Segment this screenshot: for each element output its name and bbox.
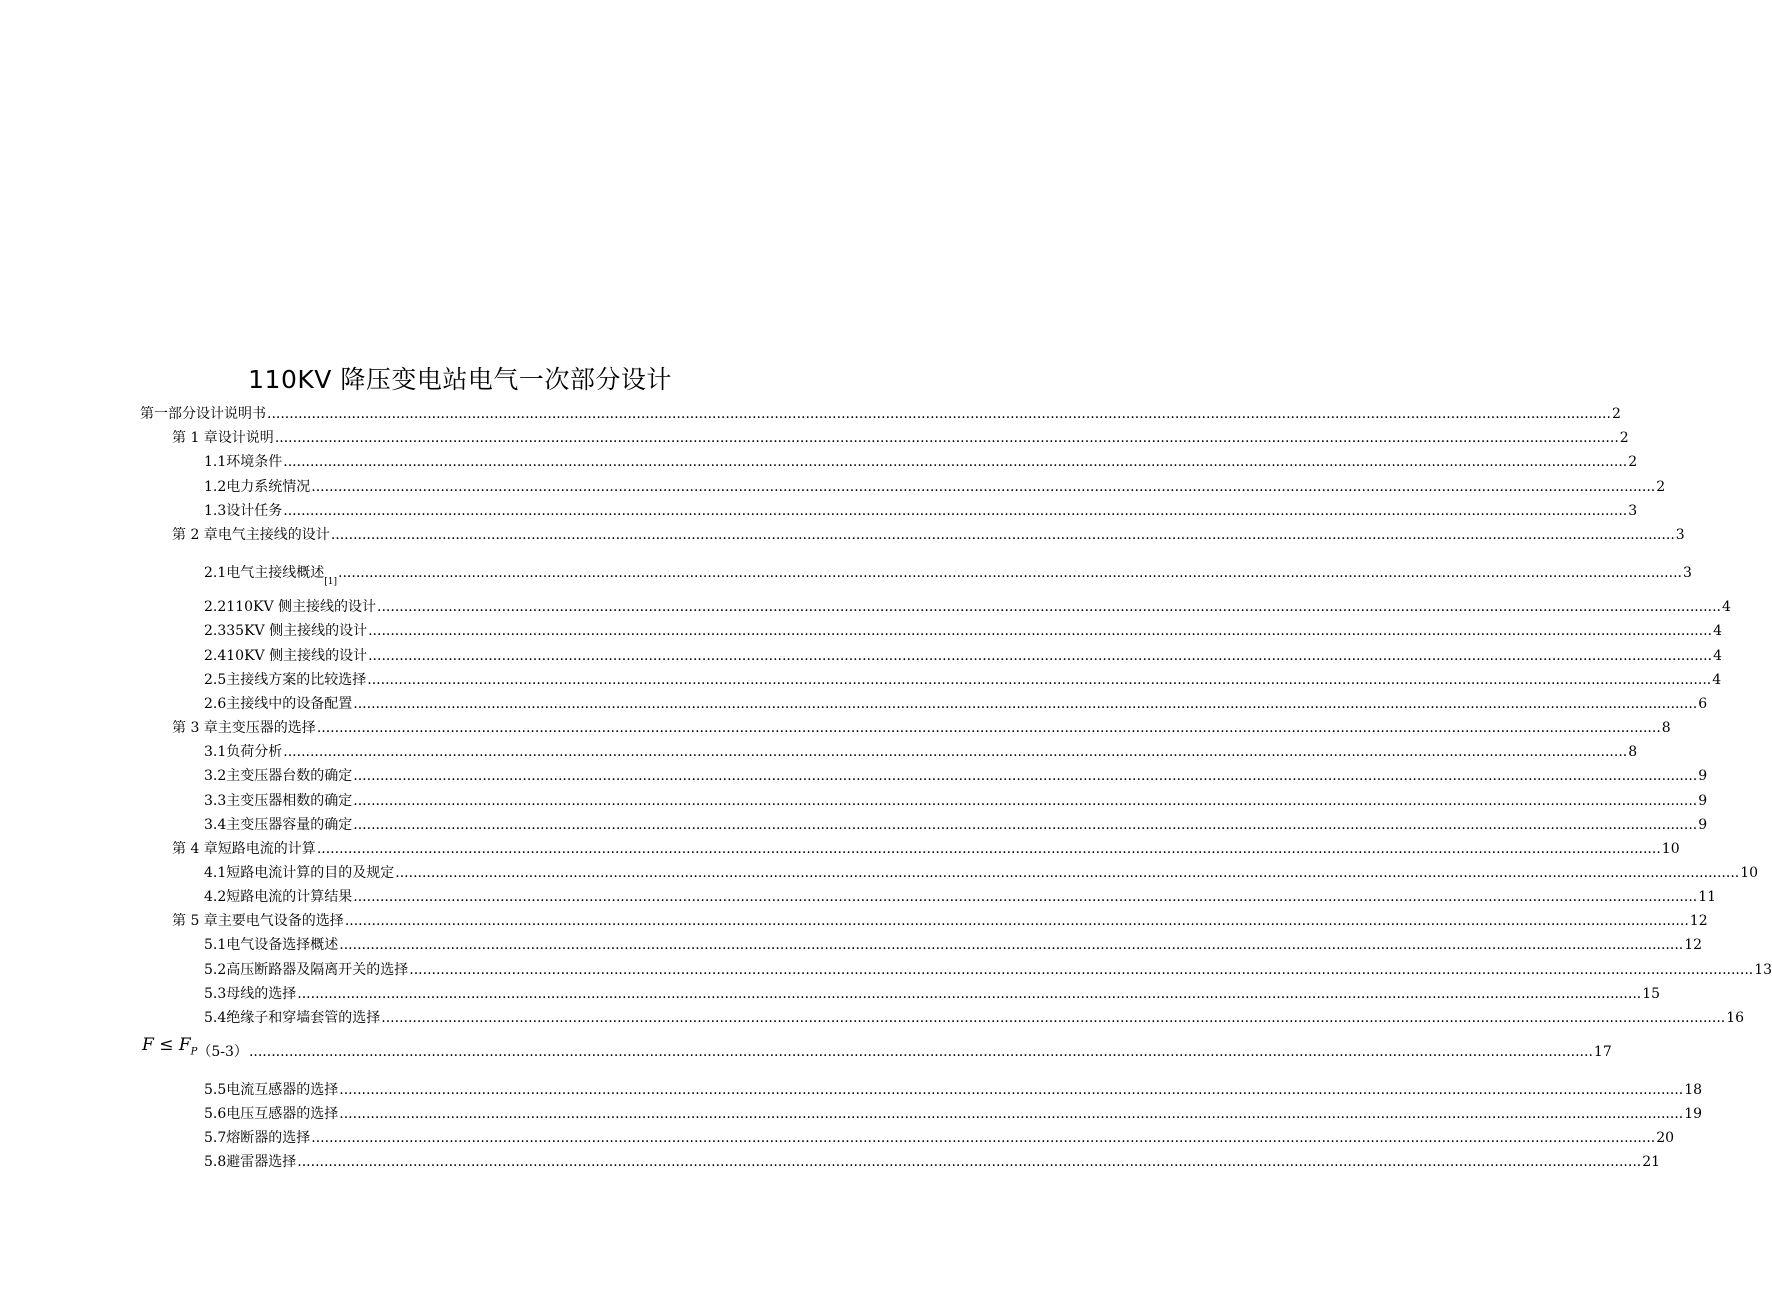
toc-leader: .............................................................................................................................................................................................................................................................................................................. <box>316 720 1661 736</box>
toc-page: 8 <box>1661 720 1671 736</box>
toc-page: 9 <box>1698 793 1708 809</box>
toc-leader: .............................................................................................................................................................................................................................................................................................................. <box>395 865 1740 881</box>
toc-leader: .............................................................................................................................................................................................................................................................................................................. <box>339 937 1684 953</box>
toc-page: 4 <box>1721 599 1731 615</box>
toc-number: 5.7 <box>204 1130 227 1146</box>
toc-page: 4 <box>1712 672 1722 688</box>
toc-text: 主变压器容量的确定 <box>226 817 353 833</box>
toc-text: 电气主接线的设计 <box>217 527 330 543</box>
toc-text: 高压断路器及隔离开关的选择 <box>226 962 409 978</box>
toc-page: 19 <box>1684 1106 1703 1122</box>
toc-leader: .............................................................................................................................................................................................................................................................................................................. <box>330 527 1675 543</box>
toc-number: 第 5 章 <box>172 913 218 929</box>
toc-entry[interactable] <box>172 717 1671 737</box>
toc-leader: .............................................................................................................................................................................................................................................................................................................. <box>368 648 1713 664</box>
toc-page: 15 <box>1642 986 1661 1002</box>
toc-text: 电气设备选择概述 <box>226 937 339 953</box>
toc-leader: .............................................................................................................................................................................................................................................................................................................. <box>297 986 1642 1002</box>
toc-leader: .............................................................................................................................................................................................................................................................................................................. <box>311 1130 1656 1146</box>
toc-entry[interactable] <box>204 862 1759 882</box>
toc-leader: .............................................................................................................................................................................................................................................................................................................. <box>353 793 1698 809</box>
toc-entry[interactable] <box>204 1007 1745 1027</box>
toc-entry[interactable] <box>204 814 1708 834</box>
toc-leader: .............................................................................................................................................................................................................................................................................................................. <box>353 889 1698 905</box>
toc-leader: .............................................................................................................................................................................................................................................................................................................. <box>339 1106 1684 1122</box>
toc-number: 3.3 <box>204 793 227 809</box>
toc-leader: .............................................................................................................................................................................................................................................................................................................. <box>267 406 1611 422</box>
toc-text: 电压互感器的选择 <box>226 1106 339 1122</box>
toc-text: 10KV 侧主接线的设计 <box>226 648 368 664</box>
toc-page: 4 <box>1713 648 1722 664</box>
toc-page: 16 <box>1726 1010 1745 1026</box>
toc-number: 2.6 <box>204 696 227 712</box>
toc-entry[interactable] <box>204 1127 1675 1147</box>
toc-text: 设计任务 <box>226 503 283 519</box>
toc-leader: .............................................................................................................................................................................................................................................................................................................. <box>367 672 1712 688</box>
toc-text: 电力系统情况 <box>226 479 311 495</box>
toc-leader: .............................................................................................................................................................................................................................................................................................................. <box>409 962 1754 978</box>
toc-leader: .............................................................................................................................................................................................................................................................................................................. <box>283 744 1628 760</box>
toc-page: 12 <box>1689 913 1708 929</box>
toc-entry[interactable] <box>204 451 1638 471</box>
toc-entry[interactable] <box>204 741 1638 761</box>
toc-number: 3.1 <box>204 744 227 760</box>
toc-number: 1.3 <box>204 503 227 519</box>
toc-number: 第 3 章 <box>172 720 218 736</box>
toc-entry[interactable] <box>172 910 1708 930</box>
toc-entry[interactable] <box>204 765 1708 785</box>
toc-leader: .............................................................................................................................................................................................................................................................................................................. <box>353 696 1698 712</box>
toc-text: 主要电气设备的选择 <box>217 913 344 929</box>
toc-text: 35KV 侧主接线的设计 <box>226 623 368 639</box>
toc-entry[interactable] <box>204 983 1661 1003</box>
toc-number: 5.3 <box>204 986 227 1002</box>
equation-number: （5-3） <box>197 1044 248 1060</box>
toc-page: 3 <box>1628 503 1638 519</box>
toc-page: 21 <box>1642 1154 1661 1170</box>
toc-page: 10 <box>1661 841 1680 857</box>
toc-text: 主接线中的设备配置 <box>226 696 353 712</box>
toc-number: 5.8 <box>204 1154 227 1170</box>
toc-number: 5.2 <box>204 962 227 978</box>
toc-entry[interactable] <box>204 693 1708 713</box>
toc-number: 4.1 <box>204 865 227 881</box>
toc-number: 第 2 章 <box>172 527 218 543</box>
toc-formula-entry[interactable] <box>142 1034 1612 1062</box>
toc-entry[interactable] <box>204 959 1772 979</box>
toc-number: 2.3 <box>204 623 227 639</box>
toc-page: 17 <box>1593 1044 1612 1060</box>
toc-entry[interactable] <box>172 427 1629 447</box>
toc-page: 2 <box>1619 430 1629 446</box>
toc-text: 绝缘子和穿墙套管的选择 <box>226 1010 381 1026</box>
toc-leader: .............................................................................................................................................................................................................................................................................................................. <box>274 430 1619 446</box>
toc-page: 13 <box>1754 962 1772 978</box>
toc-number: 2.1 <box>204 565 227 581</box>
toc-number: 2.2 <box>204 599 227 615</box>
toc-leader: .............................................................................................................................................................................................................................................................................................................. <box>344 913 1689 929</box>
toc-leader: .............................................................................................................................................................................................................................................................................................................. <box>377 599 1721 615</box>
toc-entry[interactable] <box>204 620 1722 640</box>
toc-number: 4.2 <box>204 889 227 905</box>
toc-entry[interactable] <box>204 1079 1703 1099</box>
toc-text: 短路电流的计算 <box>217 841 316 857</box>
toc-leader: .............................................................................................................................................................................................................................................................................................................. <box>381 1010 1726 1026</box>
toc-page: 4 <box>1713 623 1722 639</box>
toc-text: 电气主接线概述 <box>226 565 325 581</box>
page-title: 110KV 降压变电站电气一次部分设计 <box>248 365 672 394</box>
toc-number: 2.4 <box>204 648 227 664</box>
toc-page: 2 <box>1656 479 1666 495</box>
toc-page: 18 <box>1684 1082 1703 1098</box>
toc-entry[interactable] <box>204 669 1722 689</box>
toc-entry[interactable] <box>140 403 1621 423</box>
toc-number: 第 1 章 <box>172 430 218 446</box>
toc-entry[interactable] <box>204 645 1722 665</box>
toc-text: 熔断器的选择 <box>226 1130 311 1146</box>
toc-leader: .............................................................................................................................................................................................................................................................................................................. <box>316 841 1661 857</box>
toc-page: 3 <box>1675 527 1685 543</box>
toc-text: 主接线方案的比较选择 <box>226 672 367 688</box>
toc-leader: .............................................................................................................................................................................................................................................................................................................. <box>283 503 1628 519</box>
toc-entry[interactable] <box>204 934 1703 954</box>
toc-entry[interactable] <box>172 838 1680 858</box>
toc-leader: .............................................................................................................................................................................................................................................................................................................. <box>353 817 1698 833</box>
toc-leader: .............................................................................................................................................................................................................................................................................................................. <box>339 1082 1684 1098</box>
toc-text: 110KV 侧主接线的设计 <box>226 599 377 615</box>
toc-number: 第一部分 <box>140 406 196 422</box>
toc-leader: .............................................................................................................................................................................................................................................................................................................. <box>338 565 1682 581</box>
toc-entry[interactable] <box>204 790 1708 810</box>
toc-page: 2 <box>1611 406 1621 422</box>
toc-text: 设计说明 <box>217 430 274 446</box>
toc-number: 5.1 <box>204 937 227 953</box>
toc-number: 1.2 <box>204 479 227 495</box>
toc-number: 1.1 <box>204 454 227 470</box>
toc-leader: .............................................................................................................................................................................................................................................................................................................. <box>283 454 1628 470</box>
toc-text: 短路电流的计算结果 <box>226 889 353 905</box>
toc-page: 12 <box>1684 937 1703 953</box>
toc-text: 电流互感器的选择 <box>226 1082 339 1098</box>
toc-entry[interactable] <box>172 524 1685 544</box>
toc-entry[interactable]: 2.1 电气主接线概述 [1] .............................................................................................................................................................................................................................................................................................................. 3 <box>204 565 1692 587</box>
toc-entry[interactable] <box>204 1103 1703 1123</box>
toc-number: 第 4 章 <box>172 841 218 857</box>
toc-page: 6 <box>1698 696 1708 712</box>
toc-text: 主变压器台数的确定 <box>226 768 353 784</box>
toc-entry[interactable] <box>204 596 1731 616</box>
toc-entry[interactable] <box>204 886 1717 906</box>
toc-page: 9 <box>1698 768 1708 784</box>
toc-number: 3.2 <box>204 768 227 784</box>
toc-number: 5.5 <box>204 1082 227 1098</box>
toc-page: 3 <box>1682 565 1692 581</box>
toc-text: 环境条件 <box>226 454 283 470</box>
toc-text: 避雷器选择 <box>226 1154 297 1170</box>
toc-number: 5.6 <box>204 1106 227 1122</box>
toc-text: 主变压器相数的确定 <box>226 793 353 809</box>
toc-text: 短路电流计算的目的及规定 <box>226 865 395 881</box>
toc-page: 20 <box>1656 1130 1675 1146</box>
toc-leader: .............................................................................................................................................................................................................................................................................................................. <box>248 1044 1593 1060</box>
toc-text: 母线的选择 <box>226 986 297 1002</box>
toc-page: 2 <box>1628 454 1638 470</box>
toc-number: 2.5 <box>204 672 227 688</box>
toc-entry[interactable] <box>204 1151 1661 1171</box>
toc-page: 9 <box>1698 817 1708 833</box>
toc-leader: .............................................................................................................................................................................................................................................................................................................. <box>311 479 1656 495</box>
toc-entry[interactable] <box>204 476 1666 496</box>
toc-page: 8 <box>1628 744 1638 760</box>
toc-text: 主变压器的选择 <box>217 720 316 736</box>
formula: $F \le F_P$ <box>142 1034 198 1057</box>
toc-page: 11 <box>1698 889 1717 905</box>
toc-entry[interactable] <box>204 500 1638 520</box>
toc-leader: .............................................................................................................................................................................................................................................................................................................. <box>297 1154 1642 1170</box>
toc-text: 负荷分析 <box>226 744 283 760</box>
toc-number: 3.4 <box>204 817 227 833</box>
toc-leader: .............................................................................................................................................................................................................................................................................................................. <box>353 768 1698 784</box>
toc-page: 10 <box>1740 865 1759 881</box>
toc-number: 5.4 <box>204 1010 227 1026</box>
toc-text: 设计说明书 <box>196 406 266 422</box>
toc-leader: .............................................................................................................................................................................................................................................................................................................. <box>368 623 1713 639</box>
